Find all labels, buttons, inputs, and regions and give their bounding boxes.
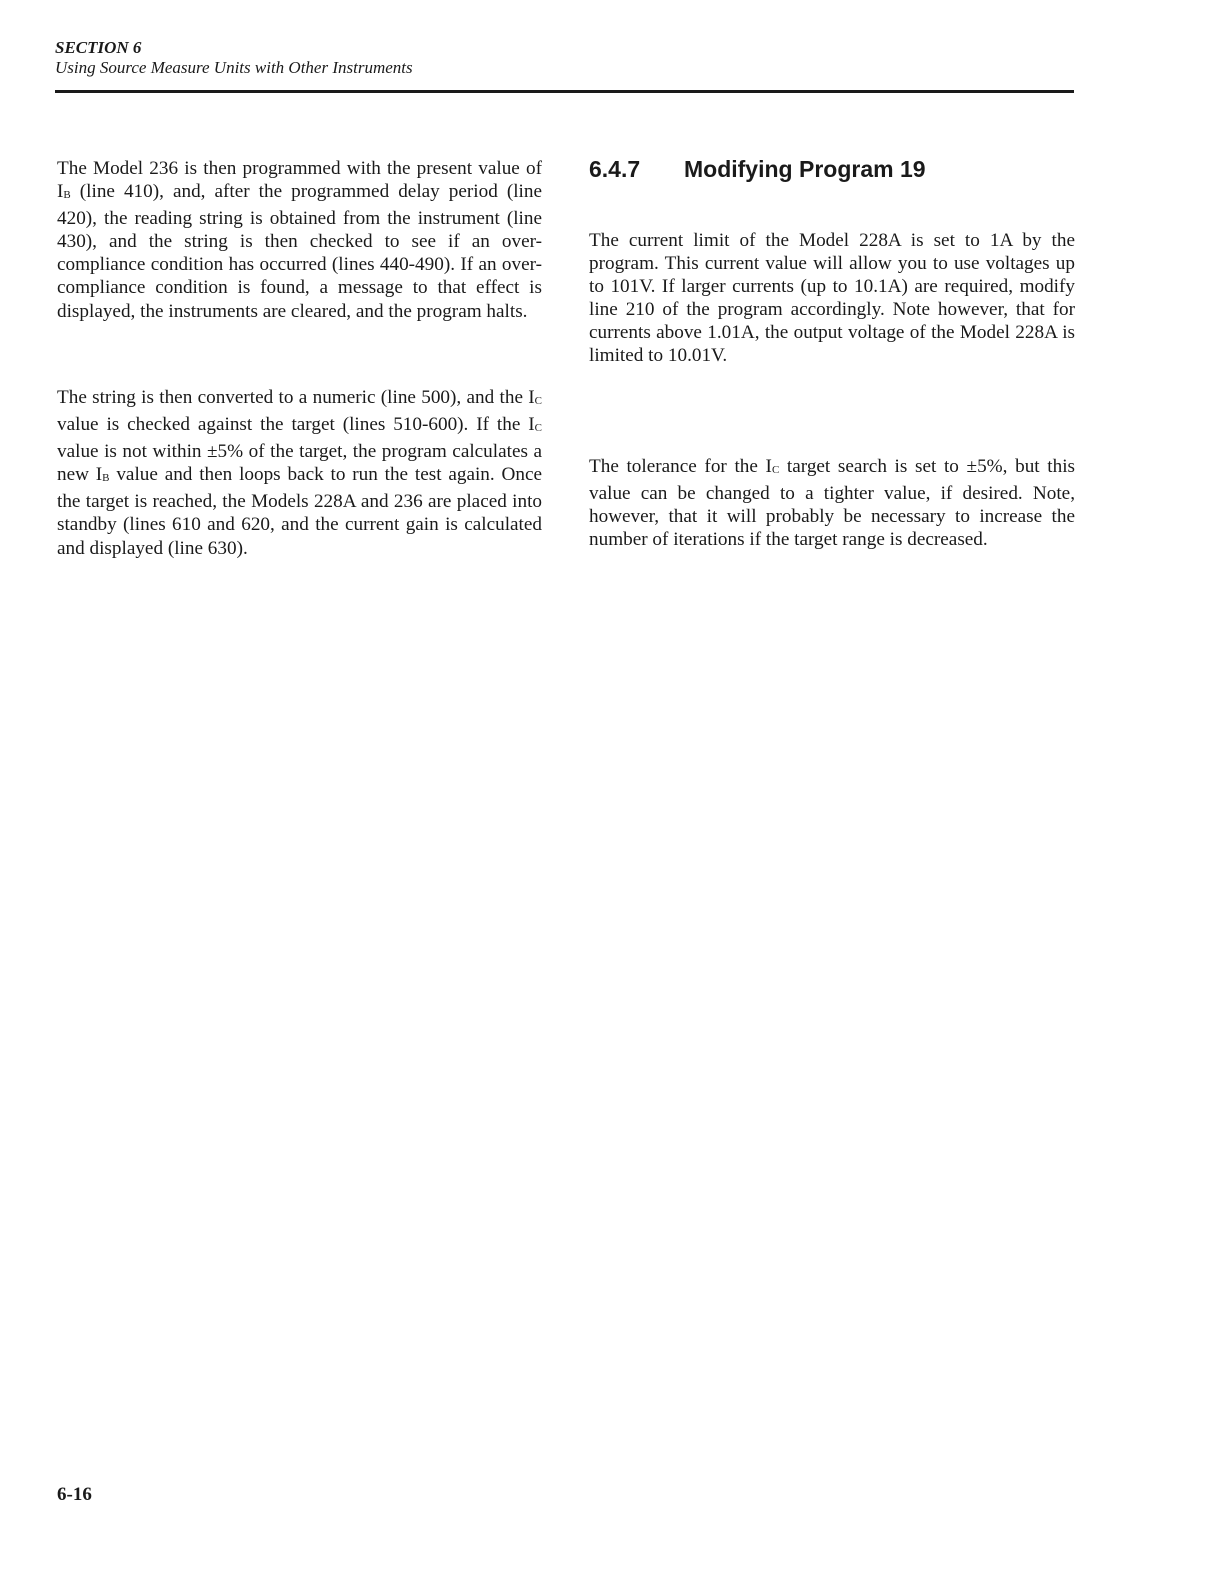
text-run: value and then loops back to run the test again. Once the target is reached, the Models 228A and 236 are placed into standby (lines 610 and 620, and the current gain is calculated and displayed (line 630). — [57, 464, 542, 559]
subscript: C — [534, 395, 542, 407]
page-header — [55, 38, 1075, 78]
subscript: C — [534, 422, 542, 435]
subscript: C — [771, 464, 780, 476]
left-paragraph-1 — [57, 157, 542, 323]
text-run: The Model 236 is then programmed with the present value of I — [57, 158, 542, 203]
header-rule — [55, 90, 1074, 93]
text-run: target search is set to ±5%, but this value can be changed to a tighter value, if desired. Note, however, that it will probably be necessary to increase the number of iterations if the target range is decreased. — [589, 456, 1075, 551]
subscript: B — [102, 472, 110, 485]
left-paragraph-2 — [57, 386, 542, 560]
section-label: SECTION 6 — [55, 38, 142, 57]
subscript: B — [63, 189, 71, 202]
right-paragraph-1: The current limit of the Model 228A is set to 1A by the program. This current value will allow you to use voltages up to 101V. If larger currents (up to 10.1A) are required, modify line 210 of the program accordingly. Note however, that for currents above 1.01A, the output voltage of the Model 228A is limited to 10.01V. — [589, 230, 1075, 367]
text-run: value is checked against the target (lines 510-600). If the I — [57, 414, 535, 436]
text-run: The string is then converted to a numeric (line 500), and the I — [57, 387, 535, 408]
text-run: The tolerance for the I — [589, 456, 772, 477]
text-run: value is not within ±5% of the target, the program calculates a new I — [57, 441, 542, 486]
page-number: 6-16 — [57, 1484, 92, 1505]
heading-title: Modifying Program 19 — [684, 156, 926, 182]
text-run: (line 410), and, after the programmed delay period (line 420), the reading string is obtained from the instrument (line 430), and the string is then checked to see if an over-compliance condition has occurred (lines 440-490). If an over-compliance condition is found, a message to that effect is displayed, the instruments are cleared, and the program halts. — [57, 181, 542, 322]
section-title: Using Source Measure Units with Other Instruments — [55, 58, 413, 77]
right-paragraph-2 — [589, 455, 1075, 551]
section-heading — [589, 155, 926, 183]
heading-number: 6.4.7 — [589, 156, 641, 182]
